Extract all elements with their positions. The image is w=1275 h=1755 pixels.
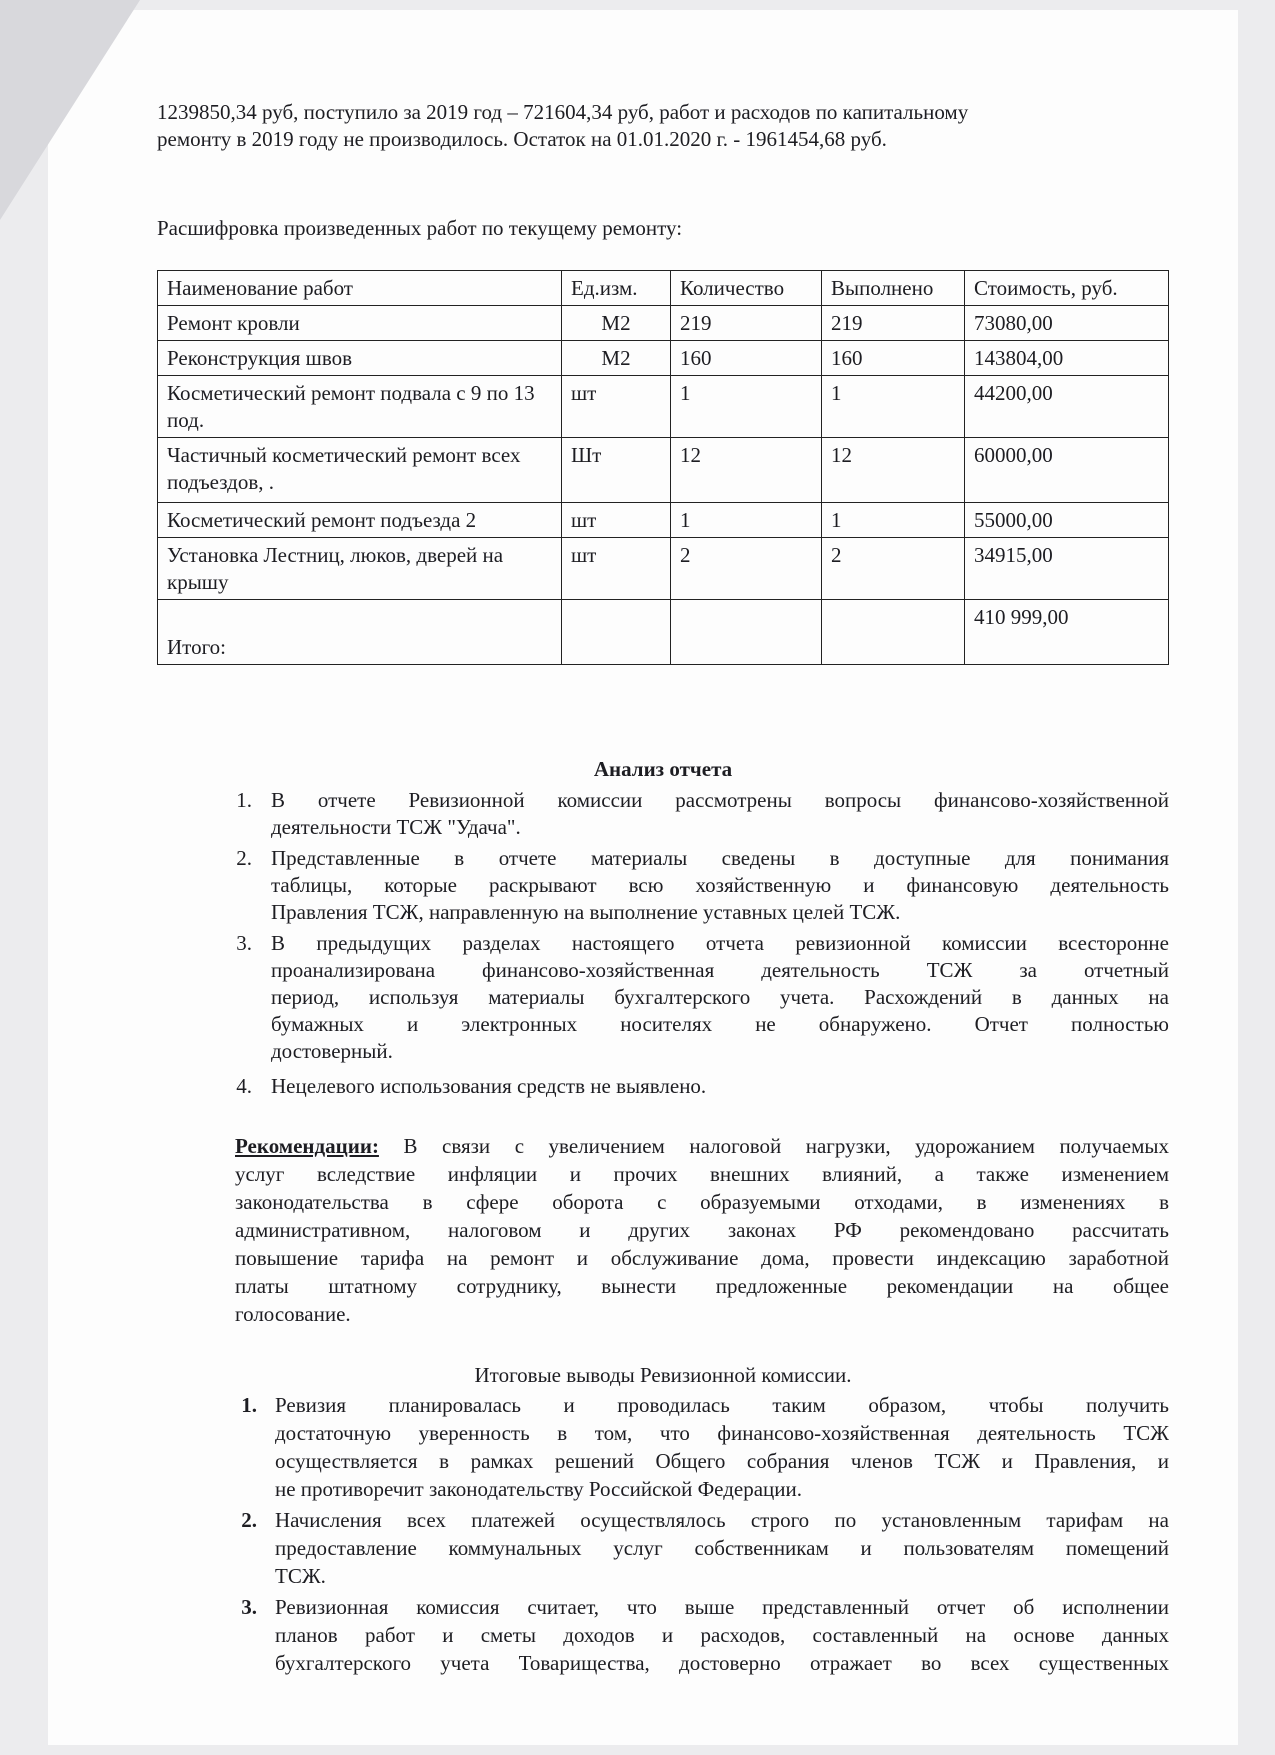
done-cell: 12: [822, 438, 965, 503]
analysis-item-number: 2.: [236, 846, 252, 870]
table-row: [158, 503, 1169, 538]
cost-cell: 143804,00: [965, 341, 1169, 376]
recommendations-line: повышение тарифа на ремонт и обслуживание дома, провести индексацию заработной: [235, 1246, 1169, 1270]
analysis-item-2-line: Представленные в отчете материалы сведены в доступные для понимания: [271, 846, 1169, 870]
conclusion-item-2-line: Начисления всех платежей осуществлялось строго по установленным тарифам на: [275, 1508, 1169, 1532]
analysis-item-2-line: Правления ТСЖ, направленную на выполнение уставных целей ТСЖ.: [271, 900, 901, 924]
header-cell: Стоимость, руб.: [965, 271, 1169, 306]
conclusion-item-2-line: предоставление коммунальных услуг собственникам и пользователям помещений: [275, 1536, 1169, 1560]
cost-cell: 55000,00: [965, 503, 1169, 538]
header-cell: Наименование работ: [158, 271, 562, 306]
recommendations-line: платы штатному сотруднику, вынести предложенные рекомендации на общее: [235, 1274, 1169, 1298]
conclusion-item-number: 1.: [241, 1393, 257, 1417]
work-name-cell: Частичный косметический ремонт всех подъездов, .: [158, 438, 562, 503]
empty-cell: [562, 600, 671, 665]
conclusion-item-1-line: осуществляется в рамках решений Общего собрания членов ТСЖ и Правления, и: [275, 1449, 1169, 1473]
empty-cell: [822, 600, 965, 665]
intro-line-1: 1239850,34 руб, поступило за 2019 год – 721604,34 руб, работ и расходов по капитальному: [157, 100, 969, 124]
analysis-item-number: 4.: [236, 1074, 252, 1098]
analysis-item-3-line: бумажных и электронных носителях не обнаружено. Отчет полностью: [271, 1012, 1169, 1036]
header-cell: Ед.изм.: [562, 271, 671, 306]
conclusion-item-number: 3.: [241, 1595, 257, 1619]
works-table: [157, 270, 1169, 665]
conclusion-item-number: 2.: [241, 1508, 257, 1532]
conclusion-item-1-line: Ревизия планировалась и проводилась таким образом, чтобы получить: [275, 1393, 1169, 1417]
conclusion-item-3-line: Ревизионная комиссия считает, что выше представленный отчет об исполнении: [275, 1595, 1169, 1619]
table-caption: Расшифровка произведенных работ по текущему ремонту:: [157, 216, 683, 240]
conclusion-item-1-line: не противоречит законодательству Российской Федерации.: [275, 1477, 802, 1501]
done-cell: 160: [822, 341, 965, 376]
analysis-heading: Анализ отчета: [593, 757, 733, 781]
unit-cell: М2: [562, 341, 671, 376]
recommendations-line: В связи с увеличением налоговой нагрузки, удорожанием получаемых: [378, 1134, 1169, 1158]
analysis-item-3-line: В предыдущих разделах настоящего отчета ревизионной комиссии всесторонне: [271, 931, 1169, 955]
header-cell: Количество: [671, 271, 822, 306]
table-row: [158, 538, 1169, 600]
conclusion-item-1-line: достаточную уверенность в том, что финансово-хозяйственная деятельность ТСЖ: [275, 1421, 1169, 1445]
analysis-item-number: 1.: [236, 788, 252, 812]
analysis-item-3-line: проанализирована финансово-хозяйственная деятельность ТСЖ за отчетный: [271, 958, 1169, 982]
total-label-cell: Итого:: [158, 600, 562, 665]
qty-cell: 160: [671, 341, 822, 376]
header-cell: Выполнено: [822, 271, 965, 306]
cost-cell: 44200,00: [965, 376, 1169, 438]
unit-cell: шт: [562, 503, 671, 538]
analysis-item-1-line: деятельности ТСЖ "Удача".: [271, 815, 521, 839]
table-row: [158, 376, 1169, 438]
cost-cell: 73080,00: [965, 306, 1169, 341]
recommendations-first-line: [235, 1133, 1169, 1160]
conclusion-item-2-line: ТСЖ.: [275, 1564, 326, 1588]
recommendations-line: административном, налоговом и других законах РФ рекомендовано рассчитать: [235, 1218, 1169, 1242]
table-row: [158, 438, 1169, 503]
analysis-item-1-line: В отчете Ревизионной комиссии рассмотрены вопросы финансово-хозяйственной: [271, 788, 1169, 812]
recommendations-line: законодательства в сфере оборота с образуемыми отходами, в изменениях в: [235, 1190, 1169, 1214]
analysis-item-number: 3.: [236, 931, 252, 955]
intro-line-2: ремонту в 2019 году не производилось. Остаток на 01.01.2020 г. - 1961454,68 руб.: [157, 127, 887, 151]
analysis-item-4-line: Нецелевого использования средств не выявлено.: [271, 1074, 707, 1098]
total-value-cell: 410 999,00: [965, 600, 1169, 665]
table-row: [158, 306, 1169, 341]
table-row: [158, 341, 1169, 376]
done-cell: 1: [822, 503, 965, 538]
qty-cell: 1: [671, 503, 822, 538]
conclusions-heading: Итоговые выводы Ревизионной комиссии.: [474, 1363, 852, 1387]
analysis-item-3-line: достоверный.: [271, 1039, 393, 1063]
done-cell: 2: [822, 538, 965, 600]
work-name-cell: Реконструкция швов: [158, 341, 562, 376]
qty-cell: 2: [671, 538, 822, 600]
unit-cell: шт: [562, 376, 671, 438]
conclusion-item-3-line: планов работ и сметы доходов и расходов, составленный на основе данных: [275, 1623, 1169, 1647]
recommendations-line: голосование.: [235, 1302, 351, 1326]
unit-cell: шт: [562, 538, 671, 600]
unit-cell: М2: [562, 306, 671, 341]
analysis-item-3-line: период, используя материалы бухгалтерского учета. Расхождений в данных на: [271, 985, 1169, 1009]
conclusion-item-3-line: бухгалтерского учета Товарищества, достоверно отражает во всех существенных: [275, 1651, 1169, 1675]
unit-cell: Шт: [562, 438, 671, 503]
analysis-item-2-line: таблицы, которые раскрывают всю хозяйственную и финансовую деятельность: [271, 873, 1169, 897]
qty-cell: 12: [671, 438, 822, 503]
work-name-cell: Ремонт кровли: [158, 306, 562, 341]
done-cell: 219: [822, 306, 965, 341]
done-cell: 1: [822, 376, 965, 438]
cost-cell: 60000,00: [965, 438, 1169, 503]
table-total-row: [158, 600, 1169, 665]
work-name-cell: Косметический ремонт подвала с 9 по 13 под.: [158, 376, 562, 438]
qty-cell: 1: [671, 376, 822, 438]
work-name-cell: Косметический ремонт подъезда 2: [158, 503, 562, 538]
empty-cell: [671, 600, 822, 665]
cost-cell: 34915,00: [965, 538, 1169, 600]
work-name-cell: Установка Лестниц, люков, дверей на крышу: [158, 538, 562, 600]
recommendations-line: услуг вследствие инфляции и прочих внешних влияний, а также изменением: [235, 1162, 1169, 1186]
table-header-row: [158, 271, 1169, 306]
recommendations-label: Рекомендации:: [235, 1134, 379, 1158]
qty-cell: 219: [671, 306, 822, 341]
